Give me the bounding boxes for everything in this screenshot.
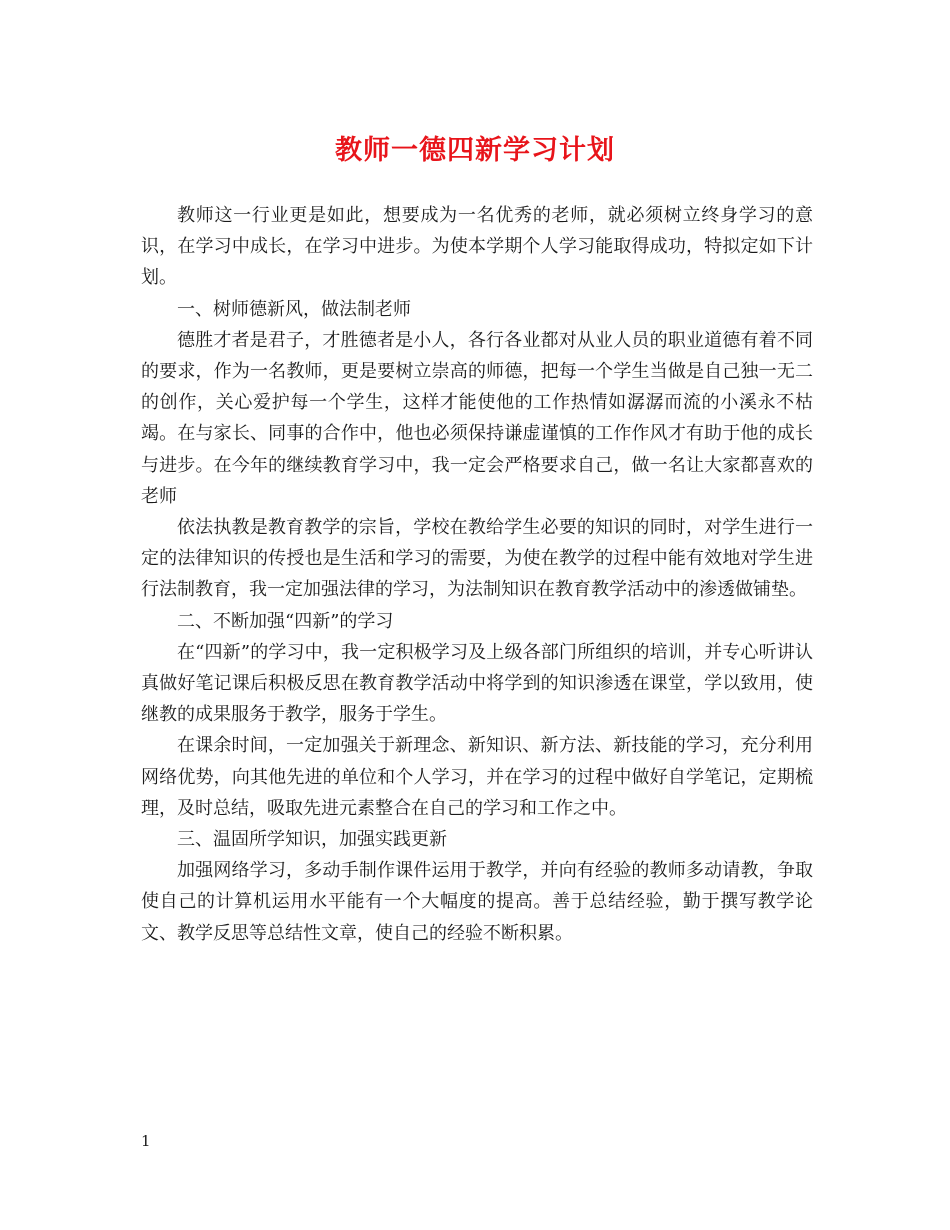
- section-2-paragraph-2: 在课余时间，一定加强关于新理念、新知识、新方法、新技能的学习，充分利用网络优势，向其他先进的单位和个人学习，并在学习的过程中做好自学笔记，定期梳理，及时总结，吸取先进元素整合在自己的学习和工作之中。: [141, 735, 813, 819]
- page-number: 1: [141, 1132, 151, 1150]
- section-heading-2: 二、不断加强“四新”的学习: [177, 610, 394, 632]
- section-2-paragraph-1: 在“四新”的学习中，我一定积极学习及上级各部门所组织的培训，并专心听讲认真做好笔记课后积极反思在教育教学活动中将学到的知识渗透在课堂，学以致用，使继教的成果服务于教学，服务于学生。: [141, 641, 813, 726]
- section-heading-3: 三、温固所学知识，加强实践更新: [177, 829, 447, 851]
- section-1-paragraph-2: 依法执教是教育教学的宗旨，学校在教给学生必要的知识的同时，对学生进行一定的法律知识的传授也是生活和学习的需要，为使在教学的过程中能有效地对学生进行法制教育，我一定加强法律的学习，为法制知识在教育教学活动中的渗透做铺垫。: [141, 517, 813, 601]
- section-heading-1: 一、树师德新风，做法制老师: [177, 298, 411, 320]
- section-3-paragraph-1: 加强网络学习，多动手制作课件运用于教学，并向有经验的教师多动请教，争取使自己的计算机运用水平能有一个大幅度的提高。善于总结经验，勤于撰写教学论文、教学反思等总结性文章，使自己的经验不断积累。: [141, 860, 813, 944]
- document-body: [141, 200, 813, 949]
- document-title: 教师一德四新学习计划: [335, 135, 615, 166]
- intro-paragraph: 教师这一行业更是如此，想要成为一名优秀的老师，就必须树立终身学习的意识，在学习中成长，在学习中进步。为使本学期个人学习能取得成功，特拟定如下计划。: [141, 205, 813, 289]
- section-1-paragraph-1: 德胜才者是君子，才胜德者是小人，各行各业都对从业人员的职业道德有着不同的要求，作为一名教师，更是要树立崇高的师德，把每一个学生当做是自己独一无二的创作，关心爱护每一个学生，这样才能使他的工作热情如潺潺而流的小溪永不枯竭。在与家长、同事的合作中，他也必须保持谦虚谨慎的工作作风才有助于他的成长与进步。在今年的继续教育学习中，我一定会严格要求自己，做一名让大家都喜欢的老师: [141, 329, 813, 507]
